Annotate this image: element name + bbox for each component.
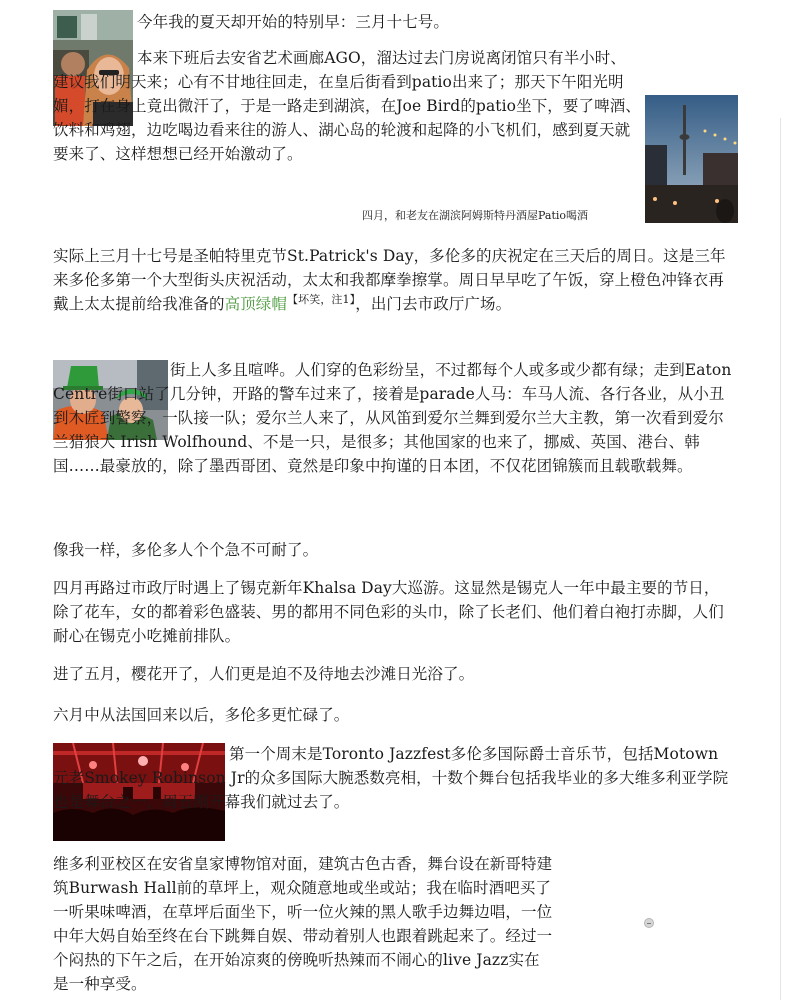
cn-tower-patio-image bbox=[645, 95, 738, 223]
paragraph-victoria-college: 维多利亚校区在安省皇家博物馆对面，建筑古色古香，舞台设在新哥特建筑Burwash Hall前的草坪上，观众随意地或坐或站；我在临时酒吧买了一听果味啤酒，在草坪后面坐下，听一位火辣的黑人歌手边舞边唱，一位中年大妈自始至终在台下跳舞自娱、带动着别人也跟着跳起来了。经过一个闷热的下午之后，在开始凉爽的傍晚听热辣而不闹心的live Jazz实在是一种享受。 bbox=[53, 855, 553, 993]
paragraph-ago-patio: 本来下班后去安省艺术画廊AGO，溜达过去门房说离闭馆只有半小时、建议我们明天来；心有不甘地往回走，在皇后街看到patio出来了；那天下午阳光明媚，打在身上竟出微汗了，于是一路走到湖滨，在Joe Bird的patio坐下，要了啤酒、饮料和鸡翅，边吃喝边看来往的游人、湖心岛的轮渡和起降的小飞机们，感到夏天就要来了、这样想想已经开始激动了。 bbox=[53, 49, 641, 163]
paragraph-intro: 今年我的夏天却开始的特别早：三月十七号。 bbox=[137, 13, 450, 31]
paragraph-impatient: 像我一样，多伦多人个个急不可耐了。 bbox=[53, 541, 319, 559]
paragraph-st-patricks-text: 实际上三月十七号是圣帕特里克节St.Patrick's Day，多伦多的庆祝定在三天后的周日。这是三年来多伦多第一个大型街头庆祝活动，太太和我都摩拳擦掌。周日早早吃了午饭，穿上橙色冲锋衣再戴上太太提前给我准备的 bbox=[53, 247, 726, 313]
photo-caption: 四月，和老友在湖滨阿姆斯特丹酒屋Patio喝酒 bbox=[362, 209, 589, 222]
footnote-marker: 【坏笑，注1】 bbox=[287, 292, 356, 306]
paragraph-may: 进了五月，樱花开了，人们更是迫不及待地去沙滩日光浴了。 bbox=[53, 665, 475, 683]
page-right-edge bbox=[780, 118, 781, 1000]
paragraph-khalsa-day: 四月再路过市政厅时遇上了锡克新年Khalsa Day大巡游。这显然是锡克人一年中最主要的节日，除了花车，女的都着彩色盛装、男的都用不同色彩的头巾，除了长老们、他们着白袍打赤脚，人们耐心在锡克小吃摊前排队。 bbox=[53, 579, 724, 645]
cn-tower-patio-photo bbox=[645, 95, 738, 223]
paragraph-st-patricks-end: ，出门去市政厅广场。 bbox=[355, 295, 512, 313]
green-hat-link[interactable]: 高顶绿帽 bbox=[224, 295, 288, 313]
paragraph-st-patricks-day bbox=[53, 244, 733, 316]
paragraph-june: 六月中从法国回来以后，多伦多更忙碌了。 bbox=[53, 706, 350, 724]
paragraph-jazzfest: 第一个周末是Toronto Jazzfest多伦多国际爵士音乐节，包括Motown 元老Smokey Robinson Jr的众多国际大腕悉数亮相，十数个舞台包括我毕业的多大维多利亚学院也是舞台之一，周五刚开幕我们就过去了。 bbox=[53, 745, 729, 811]
collapse-icon[interactable] bbox=[644, 918, 654, 928]
paragraph-parade: 街上人多且喧哗。人们穿的色彩纷呈，不过都每个人或多或少都有绿；走到Eaton Centre街口站了几分钟，开路的警车过来了，接着是parade人马：车马人流、各行各业，从小丑到木匠到警察，一队接一队；爱尔兰人来了，从风笛到爱尔兰舞到爱尔兰大主教，第一次看到爱尔兰猎狼犬 Irish Wolfhound、不是一只，是很多；其他国家的也来了，挪威、英国、港台、韩国……最豪放的，除了墨西哥团、竟然是印象中拘谨的日本团，不仅花团锦簇而且载歌载舞。 bbox=[53, 361, 732, 475]
